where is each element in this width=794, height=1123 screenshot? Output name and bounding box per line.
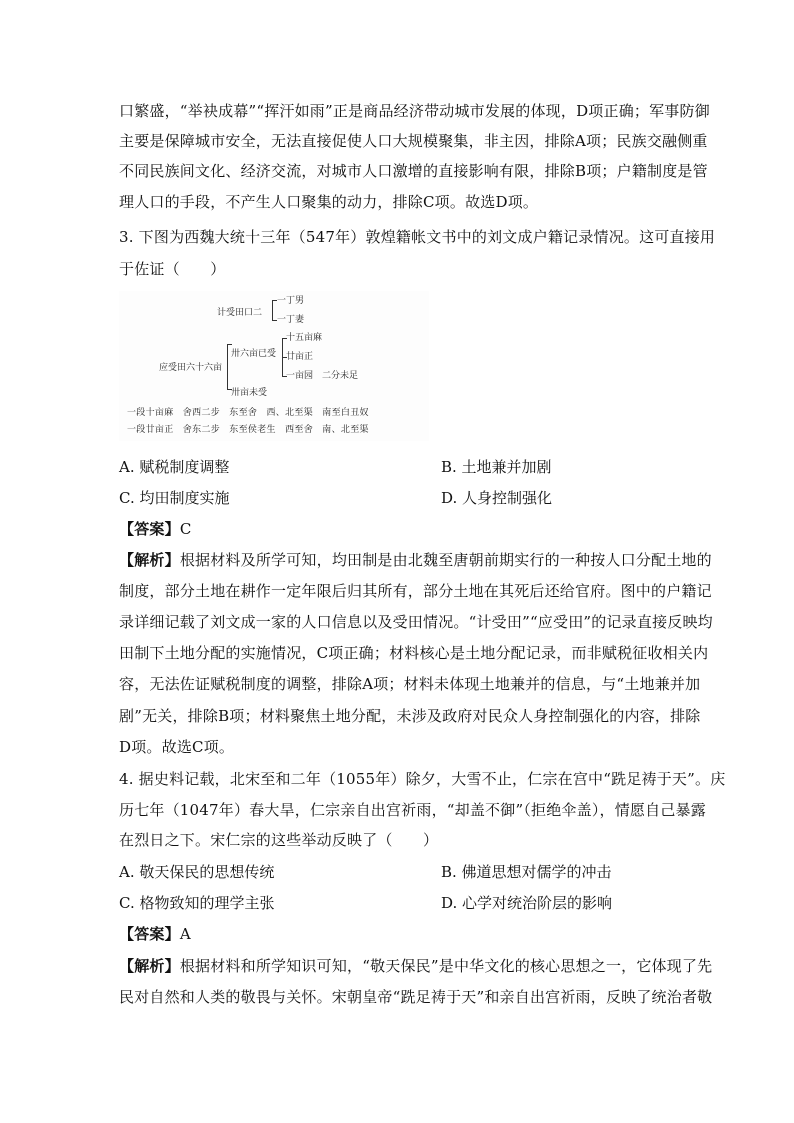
- answer-label: 【答案】: [119, 925, 180, 943]
- text-line: 制度，部分土地在耕作一定年限后归其所有，部分土地在其死后还给官府。图中的户籍记: [119, 582, 712, 600]
- option-a: A. 敬天保民的思想传统: [119, 863, 275, 881]
- bracket: [227, 344, 228, 389]
- fig-ying-shou: 应受田六十六亩: [159, 363, 223, 373]
- fig-shi-wu-ma: 十五亩麻: [286, 333, 323, 343]
- text-line: 民对自然和人类的敬畏与关怀。宋朝皇帝“跣足祷于天”和亲自出宫祈雨，反映了统治者敬: [119, 988, 713, 1006]
- fig-ji-shou: 计受田口二: [217, 308, 263, 318]
- analysis-label: 【解析】: [119, 551, 180, 569]
- answer-value: A: [179, 925, 191, 943]
- analysis-label: 【解析】: [119, 957, 180, 975]
- option-a: A. 赋税制度调整: [119, 458, 230, 476]
- answer-value: C: [179, 520, 192, 538]
- text-line: 容，无法佐证赋税制度的调整，排除A项；材料未体现土地兼并的信息，与“土地兼并加: [119, 675, 701, 693]
- fig-row-1: 一段十亩麻 舍西二步 东至舍 西、北至渠 南至白丑奴: [127, 408, 369, 418]
- fig-ding-qi: 一丁妻: [277, 315, 305, 325]
- text-line: 田制下土地分配的实施情况，C项正确；材料核心是土地分配记录，而非赋税征收相关内: [119, 644, 709, 662]
- fig-ding-nan: 一丁男: [277, 296, 305, 306]
- option-c: C. 格物致知的理学主张: [119, 894, 275, 912]
- option-b: B. 土地兼并加剧: [441, 458, 552, 476]
- option-d: D. 人身控制强化: [441, 489, 553, 507]
- household-register-figure: [119, 291, 429, 441]
- analysis-text: 根据材料及所学可知，均田制是由北魏至唐朝前期实行的一种按人口分配土地的: [179, 551, 712, 569]
- answer-label: 【答案】: [119, 520, 180, 538]
- text-line: 不同民族间文化、经济交流，对城市人口激增的直接影响有限，排除B项；户籍制度是管: [119, 162, 708, 180]
- question-4-stem: 4. 据史料记载，北宋至和二年（1055年）除夕，大雪不止，仁宗在宫中“跣足祷于天”。庆: [119, 770, 726, 788]
- question-3-stem: 3. 下图为西魏大统十三年（547年）敦煌籍帐文书中的刘文成户籍记录情况。这可直接用: [119, 228, 716, 246]
- question-4-stem: 在烈日之下。宋仁宗的这些举动反映了（ ）: [119, 831, 439, 849]
- option-b: B. 佛道思想对儒学的冲击: [441, 863, 612, 881]
- answer-line: [119, 924, 679, 944]
- fig-wei-shou: 卅亩未受: [231, 388, 268, 398]
- text-line: 录详细记载了刘文成一家的人口信息以及受田情况。“计受田”“应受田”的记录直接反映均: [119, 613, 713, 631]
- analysis-line: [119, 956, 713, 976]
- bracket: [272, 300, 273, 320]
- fig-row-2: 一段廿亩正 舍东二步 东至侯老生 西至舍 南、北至渠: [127, 425, 369, 435]
- question-4-stem: 历七年（1047年）春大旱，仁宗亲自出宫祈雨，“却盖不御”（拒绝伞盖），情愿自己暴露: [119, 801, 706, 819]
- text-line: 口繁盛，“举袂成幕”“挥汗如雨”正是商品经济带动城市发展的体现，D项正确；军事防御: [119, 102, 710, 120]
- fig-nian-zheng: 廿亩正: [286, 352, 314, 362]
- answer-line: [119, 519, 679, 539]
- option-c: C. 均田制度实施: [119, 489, 230, 507]
- text-line: 剧”无关，排除B项；材料聚焦土地分配，未涉及政府对民众人身控制强化的内容，排除: [119, 707, 701, 725]
- fig-yi-shou: 卅六亩已受: [231, 349, 277, 359]
- option-d: D. 心学对统治阶层的影响: [441, 894, 613, 912]
- fig-yi-yuan: 一亩园 二分未足: [286, 371, 359, 381]
- bracket-tick: [227, 344, 232, 345]
- text-line: 主要是保障城市安全，无法直接促使人口大规模聚集，非主因，排除A项；民族交融侧重: [119, 132, 708, 150]
- question-3-stem: 于佐证（ ）: [119, 260, 226, 278]
- analysis-line: [119, 550, 712, 570]
- text-line: D项。故选C项。: [119, 738, 235, 756]
- analysis-text: 根据材料和所学知识可知，“敬天保民”是中华文化的核心思想之一，它体现了先: [179, 957, 713, 975]
- text-line: 理人口的手段，不产生人口聚集的动力，排除C项。故选D项。: [119, 193, 539, 211]
